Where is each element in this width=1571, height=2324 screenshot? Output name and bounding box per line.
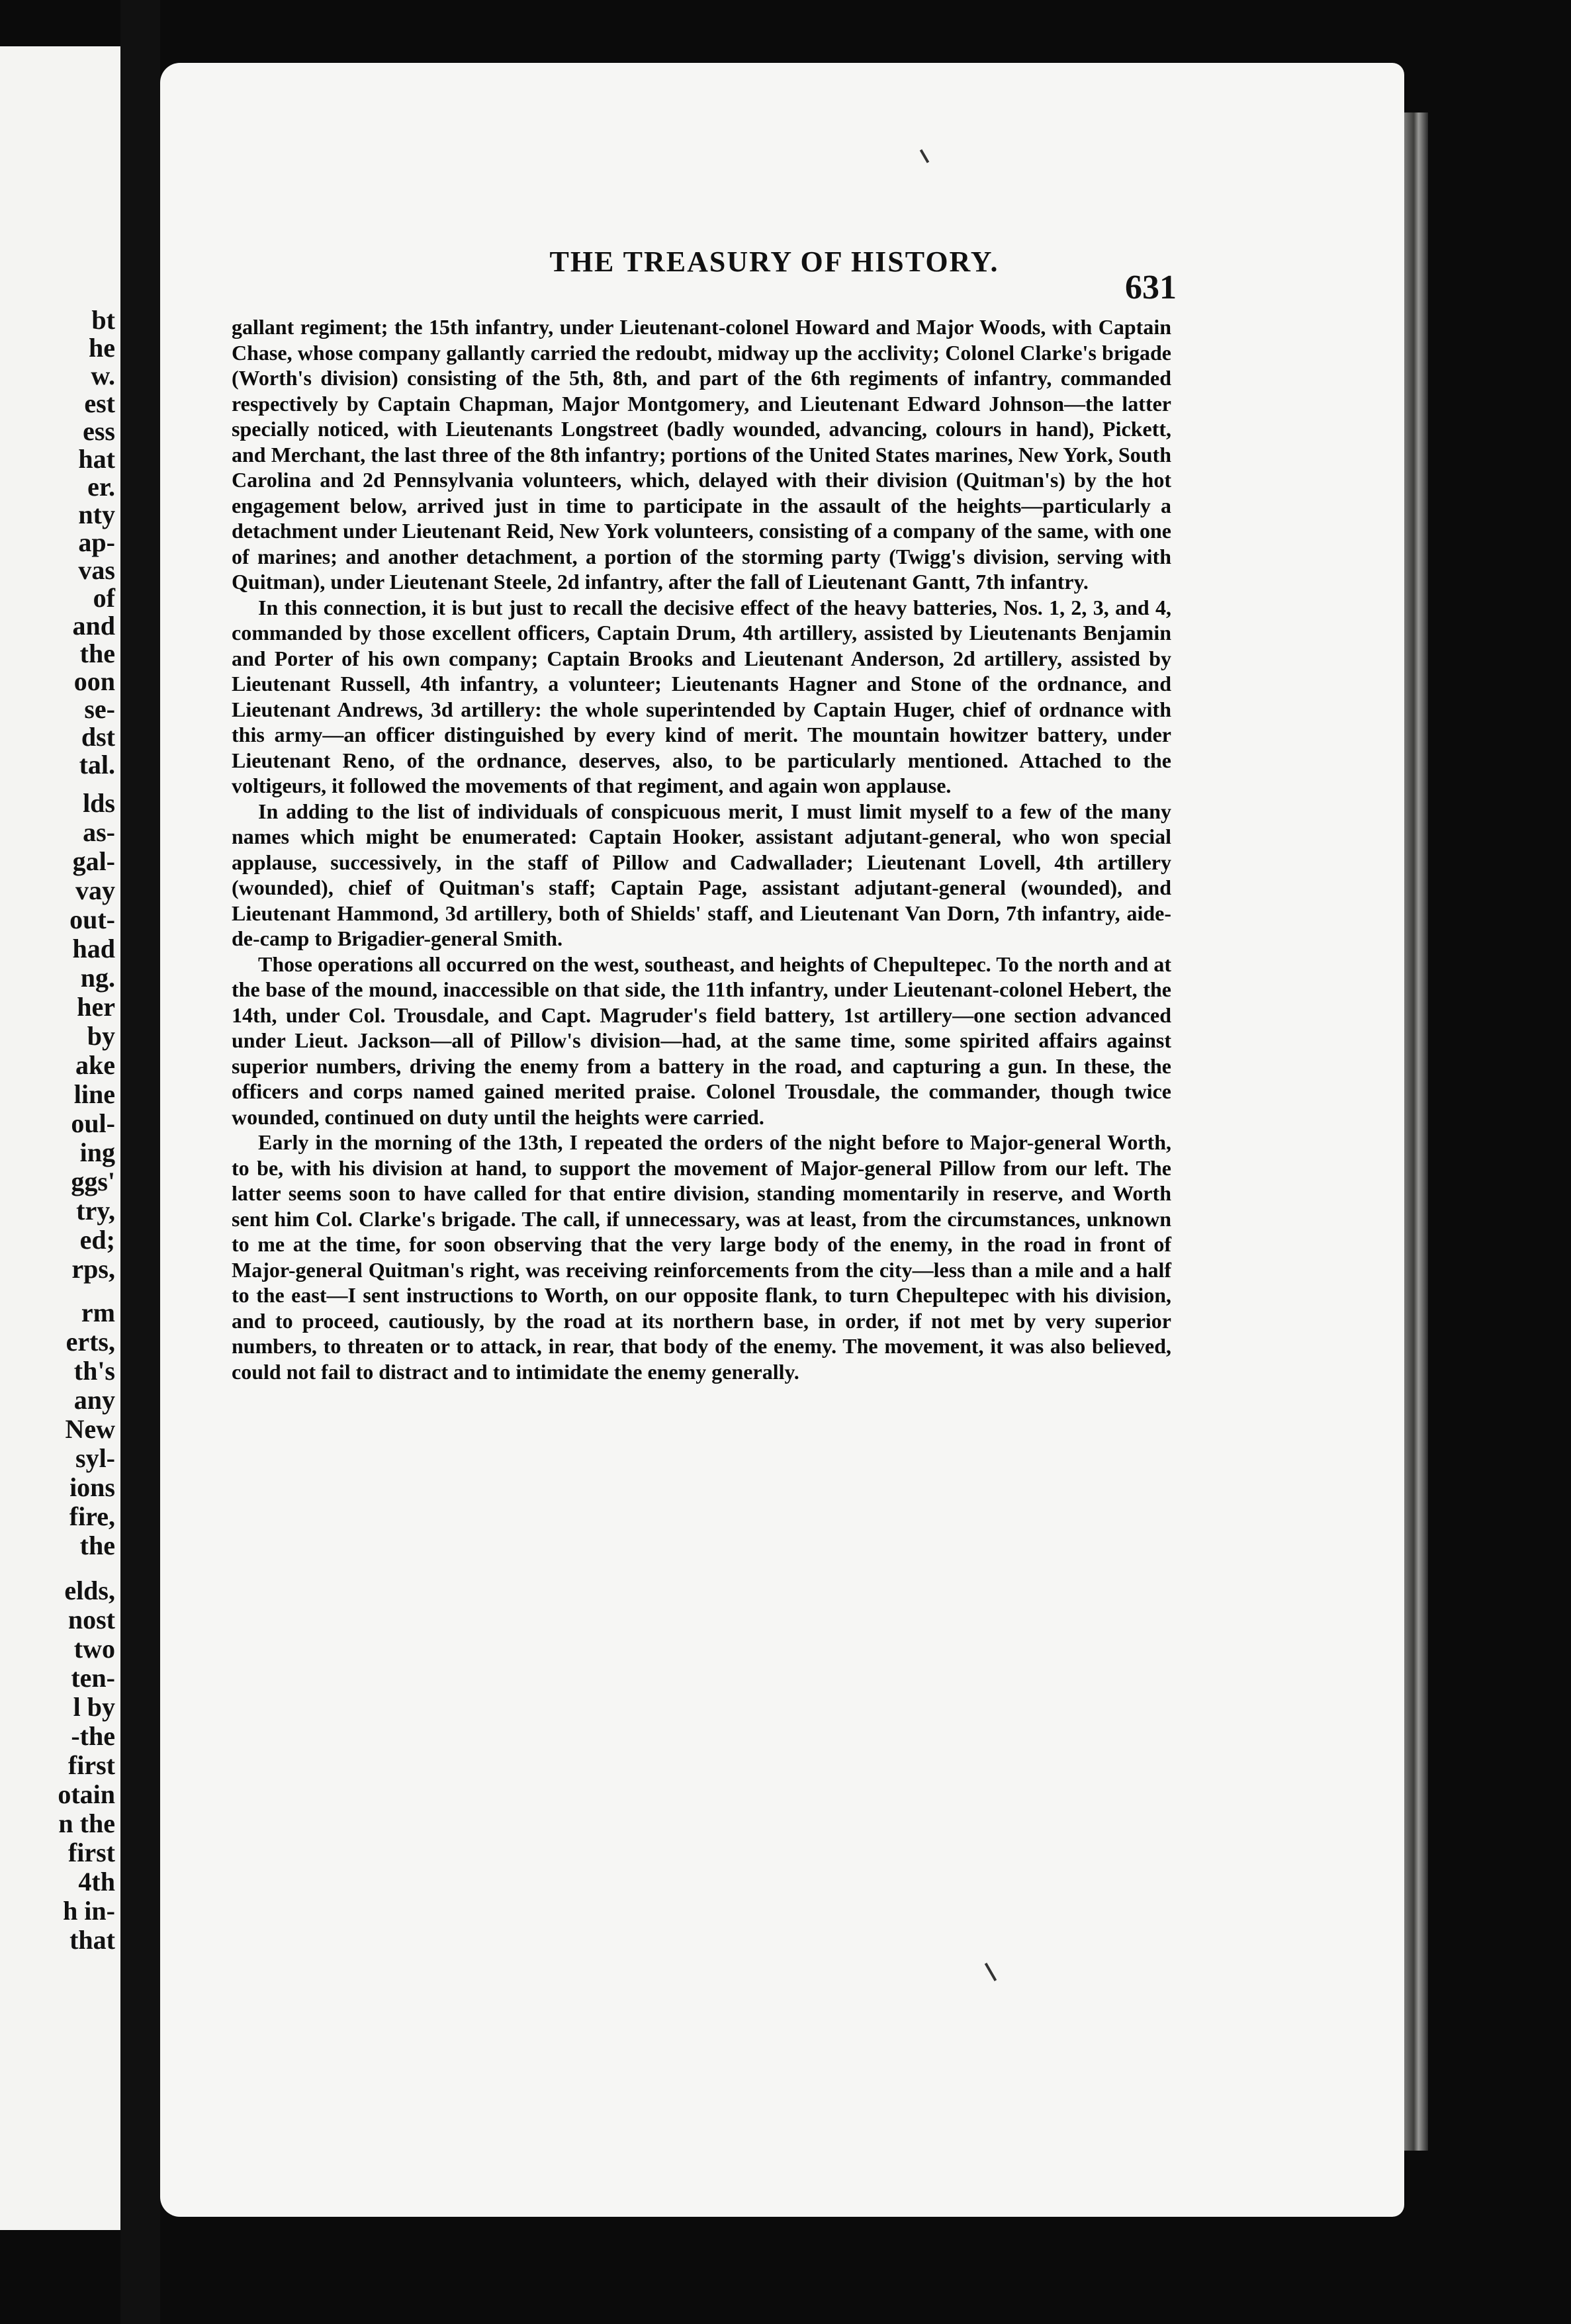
paragraph: In this connection, it is but just to recall the decisive effect of the heavy batteries, Nos. 1, 2, 3, and 4, commanded by those excellent officers, Captain Drum, 4th artillery, assisted by Lieutenants Benjamin and Porter of his own company; Captain Brooks and Lieutenant Anderson, 2d artillery, assisted by Lieutenant Russell, 4th infantry, a volunteer; Lieutenants Hagner and Stone of the ordnance, and Lieutenant Andrews, 3d artillery: the whole superintended by Captain Huger, chief of ordnance with this army—an officer distinguished by every kind of merit. The mountain howitzer battery, under Lieutenant Reno, of the ordnance, deserves, also, to be particularly mentioned. Attached to the voltigeurs, it followed the movements of that regiment, and again won applause. (232, 595, 1171, 797)
paragraph: Early in the morning of the 13th, I repeated the orders of the night before to Major-general Worth, to be, with his division at hand, to support the movement of Major-general Pillow from our left. The latter seems soon to have called for that entire division, standing momentarily in reserve, and Worth sent him Col. Clarke's brigade. The call, if unnecessary, was at least, from the circumstances, unknown to me at the time, for soon observing that the very large body of the enemy, in the road in front of Major-general Quitman's right, was receiving reinforcements from the city—less than a mile and a half to the east—I sent instructions to Worth, on our opposite flank, to turn Chepultepec with his division, and to proceed, cautiously, by the road at its northern base, in order, if not met by very superior numbers, to threaten or to attack, in rear, that body of the enemy. The movement, it was also believed, could not fail to distract and to intimidate the enemy generally. (232, 1130, 1171, 1384)
page-stack-edge (1404, 112, 1428, 2151)
facing-page-line-fragment: ap- (78, 527, 115, 557)
facing-page-line-fragment: vay (75, 875, 115, 905)
page-number: 631 (1125, 269, 1177, 306)
facing-page-line-fragment: oul- (71, 1108, 115, 1138)
facing-page-line-fragment: by (87, 1021, 115, 1051)
facing-page-line-fragment: w. (91, 361, 115, 390)
facing-page-line-fragment: 4th (78, 1867, 115, 1897)
facing-page-line-fragment: rps, (71, 1254, 115, 1284)
facing-page-line-fragment: gal- (72, 846, 115, 876)
facing-page-line-fragment: had (72, 934, 115, 963)
facing-page-line-fragment: n the (58, 1809, 115, 1838)
paragraph: In adding to the list of individuals of conspicuous merit, I must limit myself to a few of the many names which might be enumerated: Captain Hooker, assistant adjutant-general, who won special applause, successively, in the staff of Pillow and Cadwallader; Lieutenant Lovell, 4th artillery (wounded), chief of Quitman's staff; Captain Page, assistant adjutant-general (wounded), and Lieutenant Hammond, 3d artillery, both of Shields' staff, and Lieutenant Van Dorn, 7th infantry, aide-de-camp to Brigadier-general Smith. (232, 799, 1171, 950)
facing-page-line-fragment: and (72, 611, 115, 641)
facing-page-line-fragment: erts, (66, 1327, 115, 1357)
book-gutter (120, 0, 160, 2324)
facing-page-line-fragment: ed; (79, 1225, 115, 1255)
facing-page-line-fragment: ake (75, 1050, 115, 1080)
facing-page-line-fragment: vas (78, 555, 115, 585)
facing-page-line-fragment: ing (79, 1138, 115, 1167)
facing-page-line-fragment: hat (78, 444, 115, 474)
facing-page-line-fragment: se- (84, 694, 115, 724)
facing-page-line-fragment: fire, (69, 1501, 115, 1531)
facing-page-line-fragment: lds (83, 788, 115, 818)
paragraph: gallant regiment; the 15th infantry, under Lieutenant-colonel Howard and Major Woods, with Captain Chase, whose company gallantly carried the redoubt, midway up the acclivity; Colonel Clarke's brigade (Worth's division) consisting of the 5th, 8th, and part of the 6th regiments of infantry, commanded respectively by Captain Chapman, Major Montgomery, and Lieutenant Edward Johnson—the latter specially noticed, with Lieutenants Longstreet (badly wounded, advancing, colours in hand), Pickett, and Merchant, the last three of the 8th infantry; portions of the United States marines, New York, South Carolina and 2d Pennsylvania volunteers, which, delayed with their division (Quitman's) by the hot engagement below, arrived just in time to participate in the assault of the heights—particularly a detachment under Lieutenant Reid, New York volunteers, consisting of a company of the same, with one of marines; and another detachment, a portion of the storming party (Twigg's division, serving with Quitman), under Lieutenant Steele, 2d infantry, after the fall of Lieutenant Gantt, 7th infantry. (232, 315, 1171, 594)
facing-page-line-fragment: ng. (80, 963, 115, 993)
facing-page-line-fragment: her (77, 992, 115, 1022)
facing-page-line-fragment: ions (69, 1472, 115, 1502)
facing-page-line-fragment: first (67, 1750, 115, 1780)
facing-page-edge (0, 46, 122, 2230)
facing-page-line-fragment: the (79, 639, 115, 668)
facing-page-line-fragment: rm (81, 1298, 115, 1327)
facing-page-line-fragment: est (84, 388, 115, 418)
facing-page-line-fragment: ess (83, 416, 115, 446)
facing-page-line-fragment: that (69, 1925, 115, 1955)
facing-page-line-fragment: nost (67, 1605, 115, 1634)
facing-page-line-fragment: syl- (75, 1443, 115, 1473)
facing-page-line-fragment: er. (87, 472, 115, 502)
facing-page-line-fragment: oon (73, 666, 115, 696)
facing-page-line-fragment: tal. (79, 750, 115, 780)
facing-page-line-fragment: th's (73, 1356, 115, 1386)
facing-page-line-fragment: try, (76, 1196, 115, 1226)
facing-page-line-fragment: -the (71, 1721, 115, 1751)
facing-page-line-fragment: nty (78, 500, 115, 529)
body-text (232, 314, 1171, 1969)
facing-page-line-fragment: elds, (64, 1576, 115, 1605)
facing-page-line-fragment: h in- (63, 1896, 115, 1926)
paragraph: Those operations all occurred on the west, southeast, and heights of Chepultepec. To the north and at the base of the mound, inaccessible on that side, the 11th infantry, under Lieutenant-colonel Hebert, the 14th, under Col. Trousdale, and Capt. Magruder's field battery, 1st artillery—one section advanced under Lieut. Jackson—all of Pillow's division—had, at the same time, some spirited affairs against superior numbers, driving the enemy from a battery in the road, and capturing a gun. In these, the officers and corps named gained merited praise. Colonel Trousdale, the commander, though twice wounded, continued on duty until the heights were carried. (232, 952, 1171, 1129)
running-head: THE TREASURY OF HISTORY. (549, 246, 999, 278)
facing-page-line-fragment: of (93, 583, 115, 613)
facing-page-line-fragment: as- (83, 817, 115, 847)
facing-page-line-fragment: first (67, 1838, 115, 1867)
facing-page-line-fragment: ggs' (71, 1167, 115, 1196)
facing-page-line-fragment: ten- (71, 1663, 115, 1693)
facing-page-line-fragment: any (73, 1385, 115, 1415)
facing-page-line-fragment: he (89, 333, 115, 363)
facing-page-line-fragment: dst (81, 722, 115, 752)
facing-page-line-fragment: bt (91, 305, 115, 335)
facing-page-line-fragment: the (79, 1531, 115, 1560)
facing-page-line-fragment: two (73, 1634, 115, 1664)
facing-page-line-fragment: l by (73, 1692, 115, 1722)
facing-page-line-fragment: line (73, 1079, 115, 1109)
facing-page-line-fragment: out- (69, 905, 115, 934)
facing-page-line-fragment: New (65, 1414, 115, 1444)
facing-page-line-fragment: otain (58, 1779, 115, 1809)
